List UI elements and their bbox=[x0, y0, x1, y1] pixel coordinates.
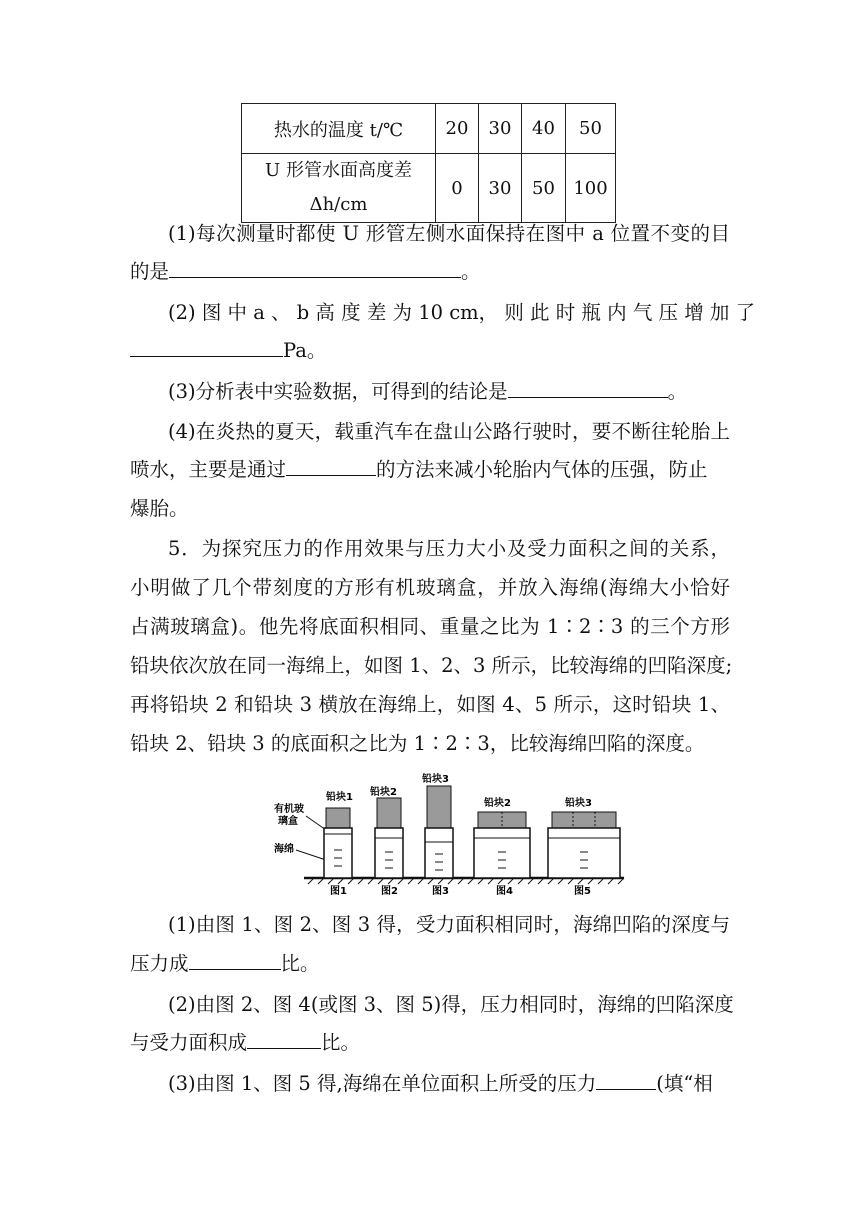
block-label: 铅块3 bbox=[565, 798, 592, 809]
q4-1-line2 bbox=[130, 253, 730, 291]
answer-blank[interactable] bbox=[508, 377, 668, 398]
label-pointer bbox=[306, 816, 326, 830]
text: 。 bbox=[461, 260, 481, 283]
fig-caption: 图3 bbox=[432, 886, 449, 897]
glass-box bbox=[324, 828, 352, 878]
answer-blank[interactable] bbox=[130, 336, 283, 357]
table-row bbox=[242, 154, 616, 223]
text: 的是 bbox=[130, 260, 170, 283]
block-label: 铅块2 bbox=[484, 798, 511, 809]
text: 。 bbox=[667, 380, 688, 403]
table-cell: 30 bbox=[479, 104, 522, 154]
block-label: 铅块3 bbox=[422, 774, 449, 785]
table-header-line: Δh/cm bbox=[309, 194, 368, 215]
figure-1 bbox=[324, 790, 353, 897]
figure-5 bbox=[548, 796, 620, 897]
lead-block-1 bbox=[326, 808, 350, 828]
q4-2-line1: (2) 图 中 a 、 b 高 度 差 为 10 cm， 则 此 时 瓶 内 气 压 增 加 了 bbox=[168, 301, 756, 324]
text: 比。 bbox=[321, 1031, 361, 1054]
label-box-line1: 有机玻 bbox=[274, 804, 304, 815]
q4-4-line3: 爆胎。 bbox=[130, 497, 189, 520]
q5-1-line2 bbox=[130, 945, 730, 983]
table-cell: 20 bbox=[436, 104, 479, 154]
q5-intro-line1: 5．为探究压力的作用效果与压力大小及受力面积之间的关系， bbox=[168, 537, 730, 560]
answer-blank[interactable] bbox=[169, 257, 461, 278]
table-cell: 50 bbox=[522, 154, 566, 223]
q5-2-line1: (2)由图 2、图 4(或图 3、图 5)得，压力相同时，海绵的凹陷深度 bbox=[168, 993, 734, 1016]
table-cell: 0 bbox=[436, 154, 479, 223]
table-cell: 100 bbox=[566, 154, 616, 223]
text: 压力成 bbox=[130, 952, 189, 975]
q5-intro-line4: 铅块依次放在同一海绵上，如图 1、2、3 所示，比较海绵的凹陷深度; bbox=[130, 654, 733, 677]
answer-blank[interactable] bbox=[596, 1069, 656, 1090]
fig-caption: 图1 bbox=[330, 886, 347, 897]
table-header-cell bbox=[242, 154, 436, 223]
q5-intro-line3: 占满玻璃盒)。他先将底面积相同、重量之比为 1∶2∶3 的三个方形 bbox=[130, 615, 730, 638]
figure-4 bbox=[474, 796, 530, 897]
q4-4-line1: (4)在炎热的夏天，载重汽车在盘山公路行驶时，要不断往轮胎上 bbox=[168, 420, 730, 443]
figure-2 bbox=[370, 785, 403, 897]
q5-2-line2 bbox=[130, 1024, 730, 1062]
table-header-cell: 热水的温度 t/℃ bbox=[242, 104, 436, 154]
q5-intro-line2: 小明做了几个带刻度的方形有机玻璃盒，并放入海绵(海绵大小恰好 bbox=[130, 576, 730, 599]
q5-intro-line5: 再将铅块 2 和铅块 3 横放在海绵上，如图 4、5 所示，这时铅块 1、 bbox=[130, 693, 730, 716]
fig-caption: 图5 bbox=[574, 886, 591, 897]
q4-1-line1: (1)每次测量时都使 U 形管左侧水面保持在图中 a 位置不变的目 bbox=[168, 222, 730, 245]
text: 与受力面积成 bbox=[130, 1031, 248, 1054]
q4-3-line bbox=[168, 373, 730, 411]
block-label: 铅块1 bbox=[326, 792, 353, 803]
answer-blank[interactable] bbox=[286, 455, 376, 476]
fig-caption: 图4 bbox=[496, 886, 513, 897]
figure-3 bbox=[422, 772, 453, 897]
q5-3-line1 bbox=[168, 1065, 730, 1103]
experiment-figure bbox=[262, 768, 628, 898]
text: (3)分析表中实验数据，可得到的结论是 bbox=[168, 380, 508, 403]
label-pointer bbox=[296, 850, 326, 860]
fig-caption: 图2 bbox=[381, 886, 398, 897]
q5-intro-line6: 铅块 2、铅块 3 的底面积之比为 1∶2∶3，比较海绵凹陷的深度。 bbox=[130, 732, 705, 755]
lead-block-2 bbox=[377, 798, 401, 828]
label-sponge: 海绵 bbox=[274, 844, 294, 855]
answer-blank[interactable] bbox=[247, 1028, 321, 1049]
table-cell: 40 bbox=[522, 104, 566, 154]
glass-box bbox=[548, 828, 620, 878]
table-header-line: U 形管水面高度差 bbox=[265, 160, 412, 181]
text: (3)由图 1、图 5 得,海绵在单位面积上所受的压力 bbox=[168, 1072, 597, 1095]
glass-box bbox=[375, 828, 403, 878]
label-box-line2: 璃盒 bbox=[278, 816, 298, 827]
data-table bbox=[241, 103, 616, 223]
q5-1-line1: (1)由图 1、图 2、图 3 得，受力面积相同时，海绵凹陷的深度与 bbox=[168, 913, 730, 936]
answer-blank[interactable] bbox=[189, 949, 281, 970]
q4-2-line2 bbox=[130, 332, 730, 370]
text: (填“相 bbox=[656, 1072, 713, 1095]
table-cell: 50 bbox=[566, 104, 616, 154]
text: 比。 bbox=[280, 952, 320, 975]
text: 喷水，主要是通过 bbox=[130, 458, 287, 481]
table-row bbox=[242, 104, 616, 154]
block-label: 铅块2 bbox=[370, 787, 397, 798]
glass-box bbox=[474, 828, 530, 878]
table-cell: 30 bbox=[479, 154, 522, 223]
text: 的方法来减小轮胎内气体的压强，防止 bbox=[376, 458, 708, 481]
lead-block-3 bbox=[427, 786, 451, 828]
q4-4-line2 bbox=[130, 451, 730, 489]
text: Pa。 bbox=[283, 339, 327, 362]
lead-block-3-horizontal bbox=[552, 812, 616, 828]
